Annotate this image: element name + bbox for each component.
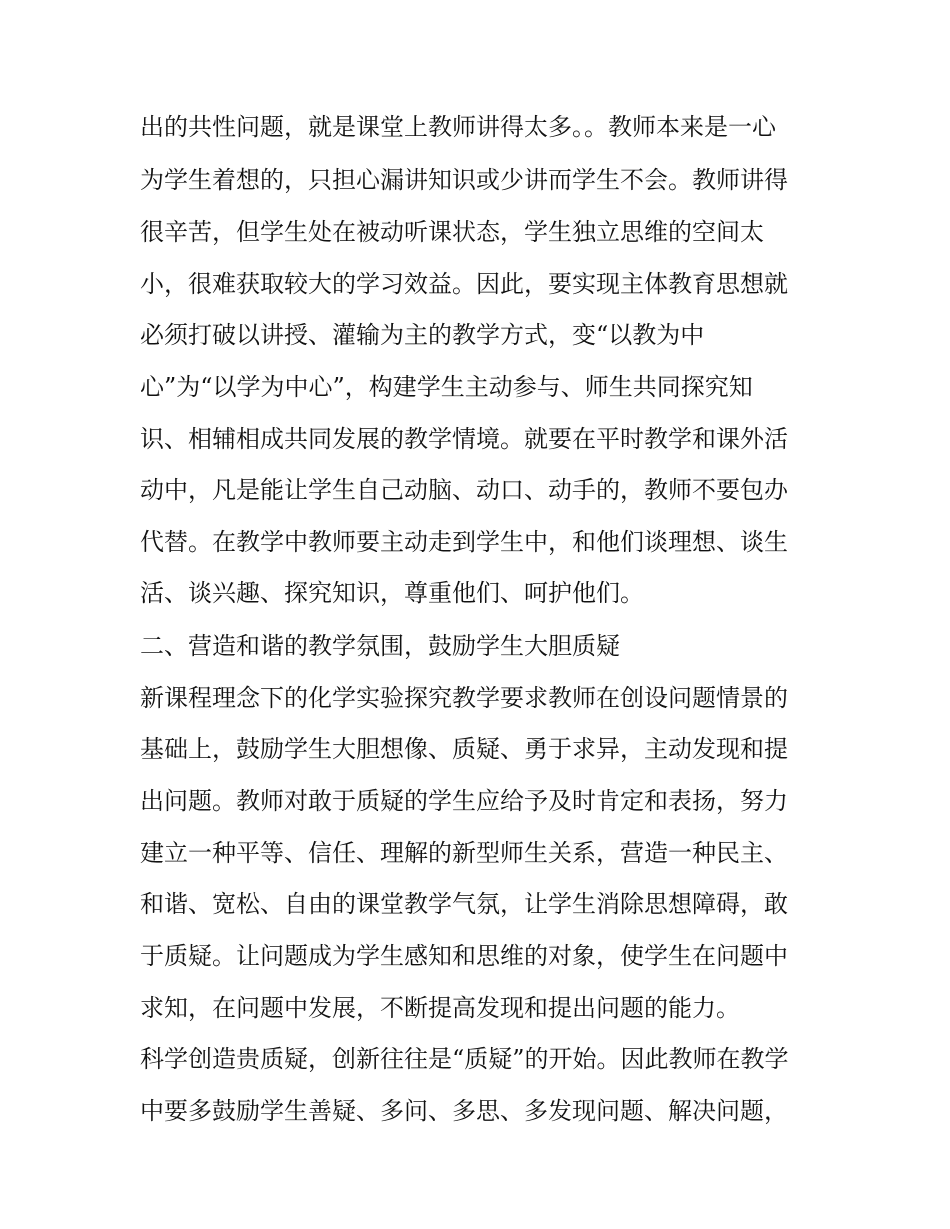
text-line: 小，很难获取较大的学习效益。因此，要实现主体教育思想就 <box>140 270 788 298</box>
text-line: 心”为“以学为中心”，构建学生主动参与、师生共同探究知 <box>140 373 753 401</box>
text-line: 于质疑。让问题成为学生感知和思维的对象，使学生在问题中 <box>140 942 788 970</box>
text-line: 和谐、宽松、自由的课堂教学气氛，让学生消除思想障碍，敢 <box>140 890 788 918</box>
text-line: 为学生着想的，只担心漏讲知识或少讲而学生不会。教师讲得 <box>140 166 788 194</box>
text-line: 活、谈兴趣、探究知识，尊重他们、呵护他们。 <box>140 579 644 607</box>
text-line: 必须打破以讲授、灌输为主的教学方式，变“以教为中 <box>140 321 705 349</box>
text-line: 很辛苦，但学生处在被动听课状态，学生独立思维的空间太 <box>140 218 764 246</box>
text-line: 出问题。教师对敢于质疑的学生应给予及时肯定和表扬，努力 <box>140 787 788 815</box>
text-line: 中要多鼓励学生善疑、多问、多思、多发现问题、解决问题， <box>140 1097 788 1125</box>
text-line: 出的共性问题，就是课堂上教师讲得太多。。教师本来是一心 <box>140 113 776 141</box>
text-line: 新课程理念下的化学实验探究教学要求教师在创设问题情景的 <box>140 684 788 712</box>
section-heading: 二、营造和谐的教学氛围，鼓励学生大胆质疑 <box>140 632 620 660</box>
text-line: 动中，凡是能让学生自己动脑、动口、动手的，教师不要包办 <box>140 476 788 504</box>
text-line: 求知，在问题中发展，不断提高发现和提出问题的能力。 <box>140 994 740 1022</box>
text-line: 建立一种平等、信任、理解的新型师生关系，营造一种民主、 <box>140 839 788 867</box>
text-line: 基础上，鼓励学生大胆想像、质疑、勇于求异，主动发现和提 <box>140 735 788 763</box>
text-line: 识、相辅相成共同发展的教学情境。就要在平时教学和课外活 <box>140 425 788 453</box>
text-line: 科学创造贵质疑，创新往往是“质疑”的开始。因此教师在教学 <box>140 1045 789 1073</box>
text-line: 代替。在教学中教师要主动走到学生中，和他们谈理想、谈生 <box>140 528 788 556</box>
